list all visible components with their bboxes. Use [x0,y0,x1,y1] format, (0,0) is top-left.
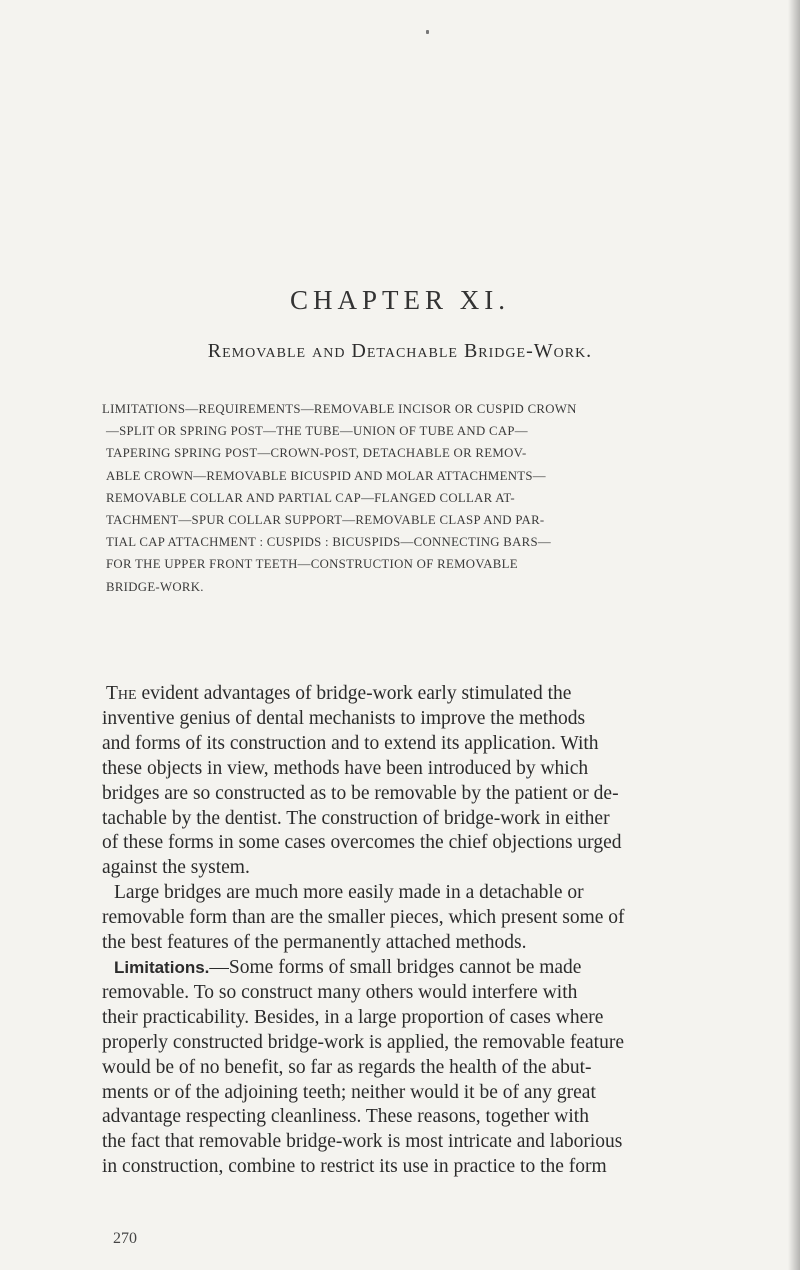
synopsis-line: —SPLIT OR SPRING POST—THE TUBE—UNION OF TUBE AND CAP— [106,424,528,439]
paragraph-1-line [102,682,732,707]
paragraph-3-line: in construction, combine to restrict its use in practice to the form [102,1156,607,1178]
paragraph-1-line: inventive genius of dental mechanists to improve the methods [102,707,586,729]
paragraph-lead-word: The [106,683,137,704]
limitations-heading: Limitations. [114,957,210,977]
paragraph-1-line: tachable by the dentist. The construction of bridge-work in either [102,807,610,829]
page-number: 270 [113,1230,137,1247]
paragraph-3-line: ments or of the adjoining teeth; neither would it be of any great [102,1081,596,1103]
scan-speck [426,30,429,34]
synopsis-line: TACHMENT—SPUR COLLAR SUPPORT—REMOVABLE CLASP AND PAR- [106,513,545,528]
paragraph-3-line: removable. To so construct many others would interfere with [102,981,578,1003]
paragraph-1-line: against the system. [102,857,250,879]
paragraph-3-line: properly constructed bridge-work is applied, the removable feature [102,1031,624,1053]
paragraph-2-line: the best features of the permanently attached methods. [102,932,527,954]
page-edge-shadow [788,0,800,1270]
synopsis-line: BRIDGE-WORK. [106,579,204,594]
section-title: Removable and Detachable Bridge-Work. [207,340,593,362]
paragraph-3-line: the fact that removable bridge-work is most intricate and laborious [102,1131,623,1153]
paragraph-1-line: of these forms in some cases overcomes the chief objections urged [102,832,622,854]
synopsis-line: ABLE CROWN—REMOVABLE BICUSPID AND MOLAR ATTACHMENTS— [106,468,546,483]
synopsis-line: FOR THE UPPER FRONT TEETH—CONSTRUCTION OF REMOVABLE [106,557,518,572]
synopsis-line: LIMITATIONS—REQUIREMENTS—REMOVABLE INCISOR OR CUSPID CROWN [102,402,577,416]
synopsis-line: TIAL CAP ATTACHMENT : CUSPIDS : BICUSPIDS—CONNECTING BARS— [106,535,552,550]
paragraph-3-line [102,956,732,981]
synopsis-line: TAPERING SPRING POST—CROWN-POST, DETACHABLE OR REMOV- [106,446,527,461]
paragraph-3-line: their practicability. Besides, in a large proportion of cases where [102,1006,604,1028]
chapter-synopsis [102,398,732,598]
paragraph-3-line: advantage respecting cleanliness. These reasons, together with [102,1106,589,1128]
body-text [102,682,732,1180]
chapter-title: CHAPTER XI. [289,285,510,315]
paragraph-2-line: Large bridges are much more easily made in a detachable or [114,882,584,904]
paragraph-2-line: removable form than are the smaller pieces, which present some of [102,907,625,929]
paragraph-3-line: would be of no benefit, so far as regards the health of the abut- [102,1056,592,1078]
paragraph-3-first-line: —Some forms of small bridges cannot be made [209,956,582,978]
paragraph-1-line: bridges are so constructed as to be removable by the patient or de- [102,782,619,804]
paragraph-1-line: these objects in view, methods have been introduced by which [102,757,589,779]
paragraph-1-first-line: evident advantages of bridge-work early stimulated the [136,683,572,704]
paragraph-1-line: and forms of its construction and to extend its application. With [102,732,599,754]
synopsis-line: REMOVABLE COLLAR AND PARTIAL CAP—FLANGED COLLAR AT- [106,490,515,505]
